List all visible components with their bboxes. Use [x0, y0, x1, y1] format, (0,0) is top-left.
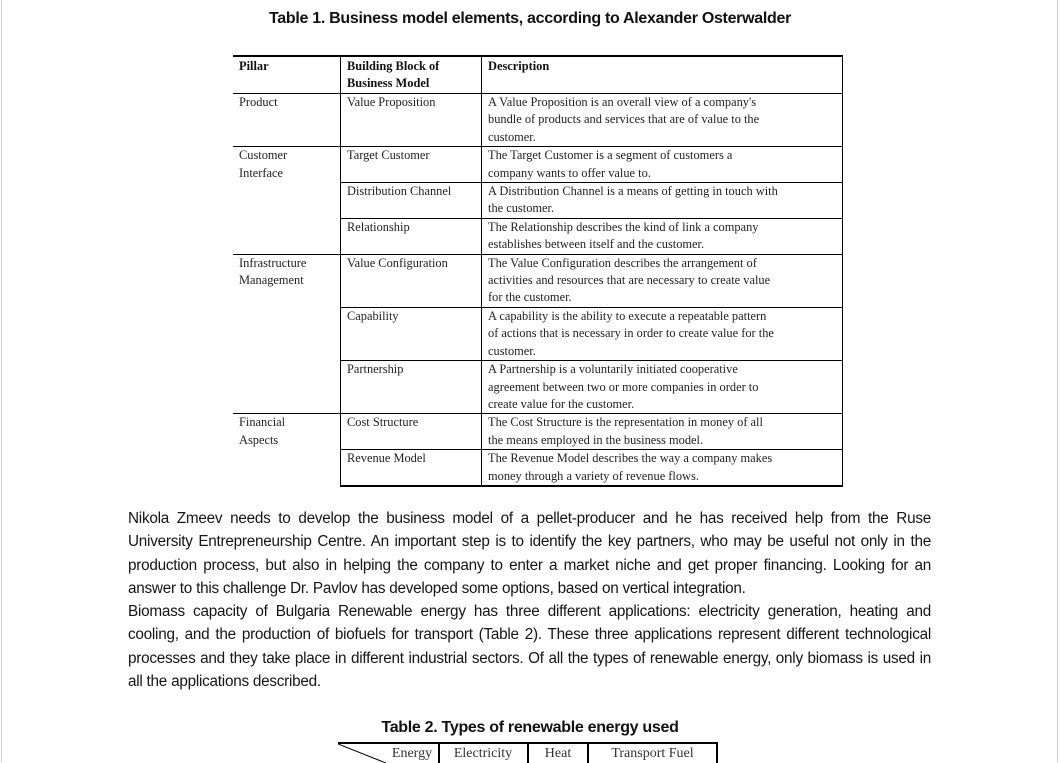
body-paragraph: Biomass capacity of Bulgaria Renewable energy has three different applications: electricity generation, heating and cooling, and the production of biofuels for transport (Table 2). These three applications represent different technological processes and they take place in different industrial sectors. Of all the types of renewable energy, only biomass is used in all the applications described.: [128, 603, 931, 691]
t2-header-heat: Heat: [544, 746, 572, 761]
description-line: activities and resources that are necessary to create value: [488, 273, 771, 288]
table-body: [233, 93, 843, 485]
description-line: A Distribution Channel is a means of getting in touch with: [488, 184, 778, 199]
description-cell: [481, 414, 843, 449]
pillar-cell: [233, 450, 340, 485]
header-building-block: [340, 55, 481, 93]
building-block-cell: Capability: [340, 308, 481, 360]
pillar-cell: [233, 255, 340, 307]
table-row: [233, 414, 843, 449]
pillar-cell: [233, 94, 340, 146]
description-line: for the customer.: [488, 290, 572, 305]
description-line: the customer.: [488, 201, 555, 216]
building-block-cell: Value Configuration: [340, 255, 481, 307]
pillar-text: Infrastructure: [239, 255, 307, 270]
t2-header-electricity: Electricity: [453, 746, 513, 761]
description-cell: [481, 183, 843, 218]
header-pillar: Pillar: [239, 59, 269, 73]
building-block-cell: Revenue Model: [340, 450, 481, 485]
header-building-block-line1: Building Block of: [347, 59, 440, 73]
description-line: create value for the customer.: [488, 396, 635, 411]
description-line: A Value Proposition is an overall view of a company's: [488, 95, 757, 109]
description-cell: [481, 94, 843, 146]
description-line: money through a variety of revenue flows.: [488, 468, 699, 483]
pillar-cell: [233, 308, 340, 360]
t2-separator: [716, 744, 718, 763]
description-line: customer.: [488, 129, 536, 144]
building-block-cell: Cost Structure: [340, 414, 481, 449]
building-block-cell: Partnership: [340, 361, 481, 413]
table-row: [233, 450, 843, 485]
building-block-cell: Value Proposition: [340, 94, 481, 146]
table-row: [233, 219, 843, 254]
pillar-text: Customer: [239, 148, 288, 163]
table-header-row: [233, 55, 843, 93]
pillar-cell: [233, 183, 340, 218]
pillar-text: Financial: [239, 415, 286, 430]
table-bottom-rule: [340, 485, 843, 487]
description-line: The Cost Structure is the representation in money of all: [488, 415, 763, 430]
description-line: A Partnership is a voluntarily initiated cooperative: [488, 362, 738, 377]
table2-title: Table 2. Types of renewable energy used: [381, 719, 679, 736]
t2-header-transport-fuel: Transport Fuel: [611, 746, 694, 761]
description-cell: [481, 255, 843, 307]
table-row: [233, 308, 843, 360]
description-line: The Target Customer is a segment of customers a: [488, 148, 733, 163]
table-row: [233, 255, 843, 307]
header-building-block-line2: Business Model: [347, 76, 430, 91]
table-row: [233, 183, 843, 218]
description-line: the means employed in the business model.: [488, 432, 704, 447]
description-line: establishes between itself and the customer.: [488, 237, 705, 252]
pillar-cell: [233, 414, 340, 449]
t2-header-energy: Energy: [391, 746, 433, 761]
description-cell: [481, 450, 843, 485]
building-block-cell: Target Customer: [340, 147, 481, 182]
pillar-text: Product: [239, 95, 278, 109]
description-line: of actions that is necessary in order to create value for the: [488, 326, 774, 341]
description-cell: [481, 361, 843, 413]
pillar-text: Aspects: [239, 432, 279, 447]
building-block-cell: Distribution Channel: [340, 183, 481, 218]
description-cell: [481, 219, 843, 254]
table-row: [233, 361, 843, 413]
description-line: The Relationship describes the kind of link a company: [488, 219, 759, 234]
table-row: [233, 147, 843, 182]
description-cell: [481, 308, 843, 360]
renewable-energy-table-header: [338, 742, 718, 763]
pillar-cell: [233, 219, 340, 254]
pillar-text: Interface: [239, 165, 284, 180]
description-line: The Value Configuration describes the arrangement of: [488, 255, 757, 270]
header-description: Description: [481, 55, 843, 93]
building-block-cell: Relationship: [340, 219, 481, 254]
description-line: The Revenue Model describes the way a company makes: [488, 451, 773, 466]
business-model-table: [233, 55, 843, 487]
body-paragraph: Nikola Zmeev needs to develop the business model of a pellet-producer and he has received help from the Ruse University Entrepreneurship Centre. An important step is to identify the key partners, who may be useful not only in the production process, but also in helping the company to enter a market niche and get proper financing. Looking for an answer to this challenge Dr. Pavlov has developed some options, based on vertical integration.: [128, 510, 931, 598]
description-line: A capability is the ability to execute a repeatable pattern: [488, 308, 767, 323]
description-line: bundle of products and services that are of value to the: [488, 112, 760, 127]
pillar-cell: [233, 147, 340, 182]
table1-title: Table 1. Business model elements, according to Alexander Osterwalder: [269, 10, 791, 27]
description-line: agreement between two or more companies in order to: [488, 379, 759, 394]
pillar-cell: [233, 361, 340, 413]
description-line: customer.: [488, 343, 536, 358]
description-cell: [481, 147, 843, 182]
description-line: company wants to offer value to.: [488, 165, 651, 180]
pillar-text: Management: [239, 273, 304, 288]
diagonal-header-cell: [338, 744, 386, 763]
table-row: [233, 94, 843, 146]
